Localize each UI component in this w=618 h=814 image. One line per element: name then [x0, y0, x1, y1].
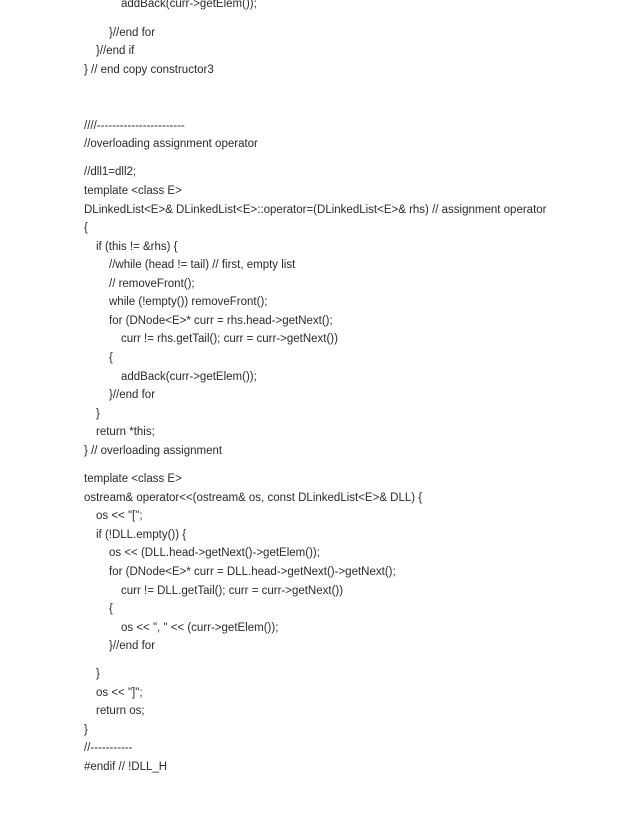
code-line: //while (head != tail) // first, empty list	[109, 259, 296, 271]
code-line: template <class E>	[84, 473, 182, 485]
code-line: os << "[";	[96, 510, 143, 522]
code-line: addBack(curr->getElem());	[121, 0, 257, 10]
code-line: os << (DLL.head->getNext()->getElem());	[109, 547, 320, 559]
code-line: //overloading assignment operator	[84, 138, 258, 150]
code-line: if (this != &rhs) {	[96, 241, 178, 253]
code-line: ////-----------------------	[84, 120, 185, 132]
code-line: DLinkedList<E>& DLinkedList<E>::operator=(DLinkedList<E>& rhs) // assignment operator	[84, 204, 547, 216]
code-line: }//end for	[109, 27, 156, 39]
code-line: if (!DLL.empty()) {	[96, 529, 187, 541]
code-line: } // overloading assignment	[84, 445, 223, 457]
code-line: curr != rhs.getTail(); curr = curr->getNext())	[121, 333, 338, 345]
code-line: //dll1=dll2;	[84, 166, 137, 178]
code-line: for (DNode<E>* curr = DLL.head->getNext()->getNext();	[109, 566, 396, 578]
code-line: }	[96, 408, 100, 420]
code-line: }	[84, 724, 88, 736]
code-line: while (!empty()) removeFront();	[109, 296, 268, 308]
code-line: {	[84, 222, 88, 234]
code-line: os << ", " << (curr->getElem());	[121, 622, 279, 634]
code-line: return *this;	[96, 426, 155, 438]
code-line: {	[109, 352, 113, 364]
code-line: }	[96, 668, 100, 680]
code-line: }//end for	[109, 389, 156, 401]
code-line: }//end if	[96, 45, 135, 57]
code-line: {	[109, 603, 113, 615]
code-line: return os;	[96, 705, 145, 717]
code-line: //-----------	[84, 742, 133, 754]
code-line: // removeFront();	[109, 278, 195, 290]
code-line: curr != DLL.getTail(); curr = curr->getNext())	[121, 585, 344, 597]
code-line: ostream& operator<<(ostream& os, const DLinkedList<E>& DLL) {	[84, 492, 423, 504]
code-line: }//end for	[109, 640, 156, 652]
code-line: #endif // !DLL_H	[84, 761, 168, 773]
code-line: addBack(curr->getElem());	[121, 371, 257, 383]
code-line: } // end copy constructor3	[84, 64, 214, 76]
code-line: for (DNode<E>* curr = rhs.head->getNext();	[109, 315, 333, 327]
code-line: template <class E>	[84, 185, 182, 197]
code-line: os << "]";	[96, 687, 143, 699]
